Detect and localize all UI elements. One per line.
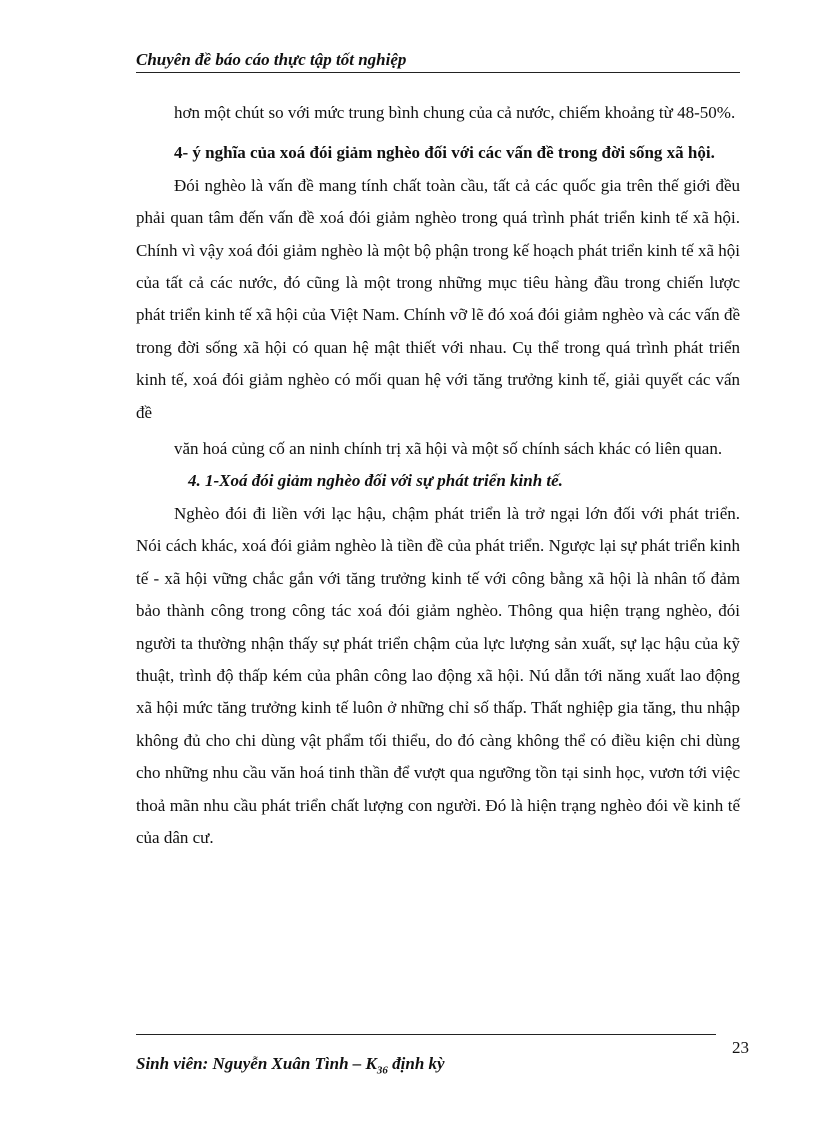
footer-subscript: 36 [376,1064,388,1077]
paragraph-intro: hơn một chút so với mức trung bình chung của cả nước, chiếm khoảng từ 48-50%. [174,103,736,122]
paragraph-continuation: văn hoá củng cố an ninh chính trị xã hội và một số chính sách khác có liên quan. [174,439,723,459]
footer-student-name: Sinh viên: Nguyễn Xuân Tình – K [136,1054,377,1073]
document-body [136,97,740,854]
paragraph-main: Đói nghèo là vấn đề mang tính chất toàn cầu, tất cả các quốc gia trên thế giới đều phải quan tâm đến vấn đề xoá đói giảm nghèo trong quá trình phát triển kinh tế xã hội. Chính vì vậy xoá đói giảm nghèo là một bộ phận trong kế hoạch phát triển kinh tế xã hội của tất cả các nước, đó cũng là một trong những mục tiêu hàng đầu trong chiến lược phát triển kinh tế xã hội của Việt Nam. Chính vỡ lẽ đó xoá đói giảm nghèo và các vấn đề trong đời sống xã hội có quan hệ mật thiết với nhau. Cụ thể trong quá trình phát triển kinh tế, xoá đói giảm nghèo có mối quan hệ với tăng trưởng kinh tế, giải quyết các vấn đề [136,175,740,422]
section-heading: 4- ý nghĩa của xoá đói giảm nghèo đối với các vấn đề trong đời sống xã hội. [174,143,715,163]
page-header: Chuyên đề báo cáo thực tập tốt nghiệp [136,50,740,73]
footer-suffix: định kỳ [387,1054,445,1073]
paragraph-economy: Nghèo đói đi liền với lạc hậu, chậm phát triển là trở ngại lớn đối với phát triển. Nói cách khác, xoá đói giảm nghèo là tiền đề của phát triển. Ngược lại sự phát triển kinh tế - xã hội vững chắc gắn với tăng trưởng kinh tế với công bằng xã hội là nhân tố đảm bảo thành công trong công tác xoá đói giảm nghèo. Thông qua hiện trạng nghèo, đói người ta thường nhận thấy sự phát triển chậm của lực lượng sản xuất, sự lạc hậu của kỹ thuật, trình độ thấp kém của phân công lao động xã hội. Nú dẫn tới năng xuất lao động xã hội mức tăng trưởng kinh tế luôn ở những chỉ số thấp. Thất nghiệp gia tăng, thu nhập không đủ cho chi dùng vật phẩm tối thiểu, do đó càng không thể có điều kiện chi dùng cho những nhu cầu văn hoá tinh thần để vượt qua ngưỡng tồn tại sinh học, vươn tới việc thoả mãn nhu cầu phát triển chất lượng con người. Đó là hiện trạng nghèo đói về kinh tế của dân cư. [136,503,740,847]
subsection-heading: 4. 1-Xoá đói giảm nghèo đối với sự phát triển kinh tế. [188,471,563,491]
page-footer [136,1054,445,1076]
page-number: 23 [732,1038,749,1057]
footer-divider [136,1034,716,1035]
